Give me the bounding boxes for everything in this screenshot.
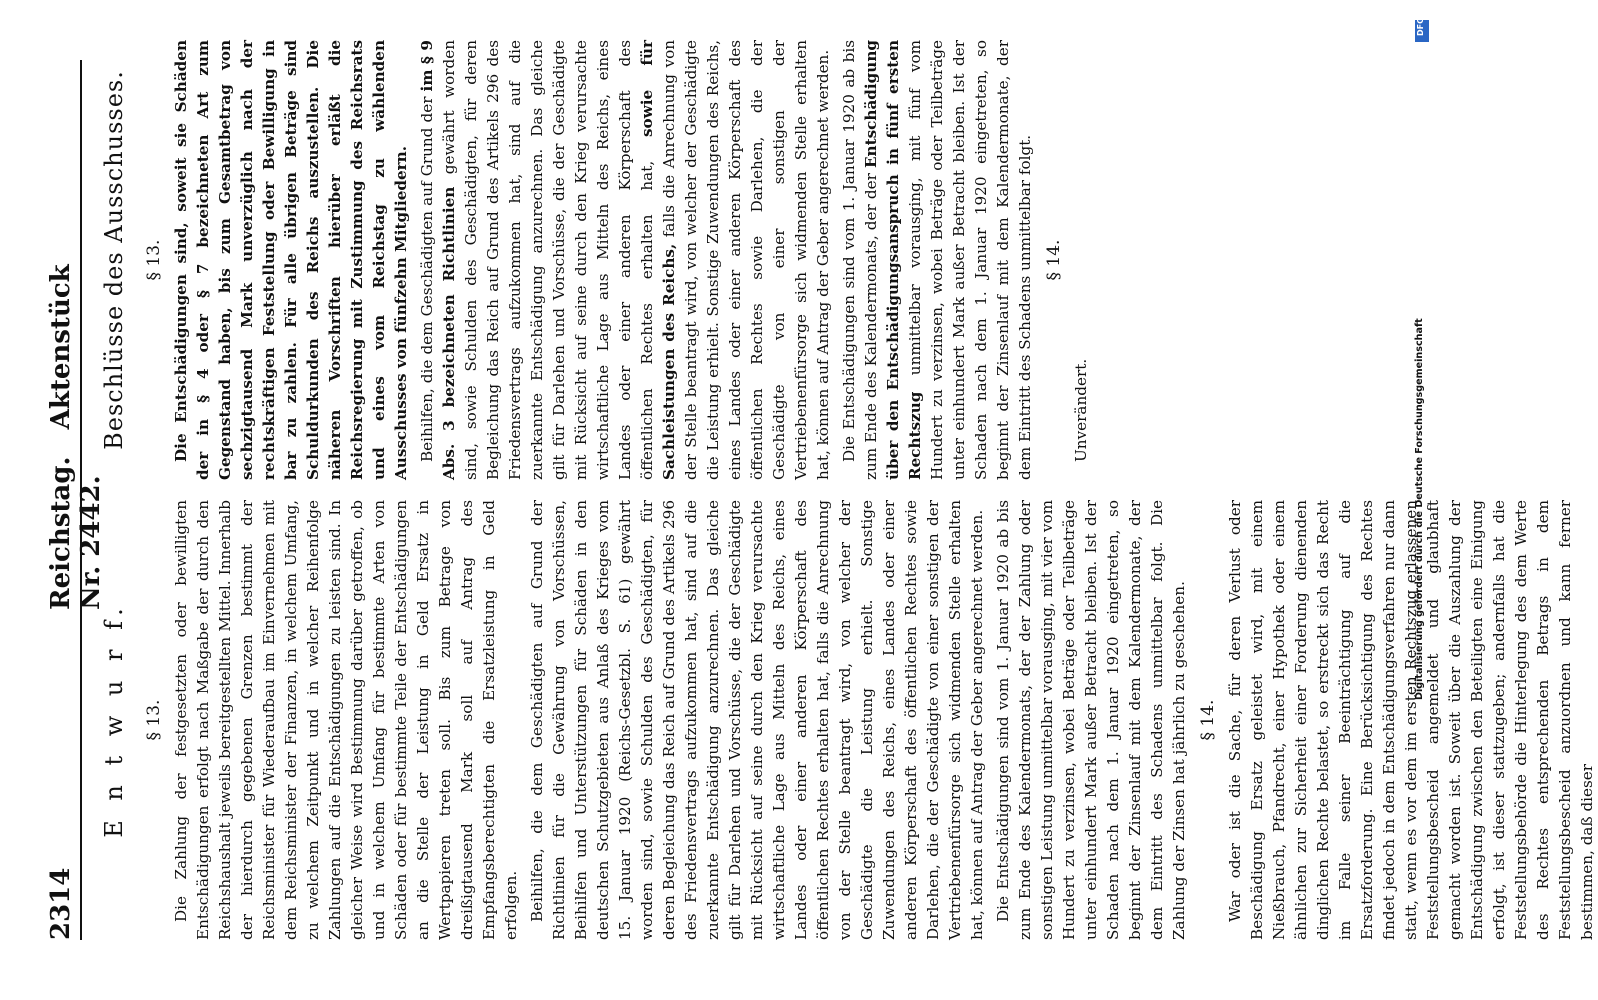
left-s13-paragraph-2: Beihilfen, die dem Geschädigten auf Grund der Richtlinien für die Gewährung von Vorschüssen, Beihilfen und Unterstützungen für Schäden in den deutschen Schutzgebieten aus Anlaß des Krieges vom 15. Januar 1920 (Reichs-Gesetzbl. S. 61) gewährt worden sind, sowie Schulden des Geschädigten, für deren Begleichung das Reich auf Grund des Artikels 296 des Friedensvertrags aufzukommen hat, sind auf die zuerkannte Entschädigung anzurechnen. Das gleiche gilt für Darlehen und Vorschüsse, die der Geschädigte mit Rücksicht auf seine durch den Krieg verursachte wirtschaftliche Lage aus Mitteln des Reichs, eines Landes oder einer anderen Körperschaft des öffentlichen Rechtes erhalten hat, falls die Anrechnung von der Stelle beantragt wird, von welcher der Geschädigte die Leistung erhielt. Sonstige Zuwendungen des Reichs, eines Landes oder einer anderen Körperschaft des öffentlichen Rechtes sowie Darlehen, die der Geschädigte von einer sonstigen der Vertriebenenfürsorge sich widmenden Stelle erhalten hat, können auf Antrag der Geber angerechnet werden. <box>528 500 986 940</box>
right-p2-part-b: im § 9 Abs. 3 bezeichneten Richtlinien <box>418 40 458 480</box>
page-number: 2314 <box>46 867 76 940</box>
draft-heading: E n t w u r f. <box>100 602 128 838</box>
page-header <box>40 60 106 940</box>
right-section-13-title: § 13. <box>144 239 164 281</box>
left-s13-paragraph-1: Die Zahlung der festgesetzten oder bewilligten Entschädigungen erfolgt nach Maßgabe der durch den Reichshaushalt jeweils bereitgestellten Mittel. Innerhalb der hierdurch gegebenen Grenzen bestimmt der Reichsminister für Wiederaufbau im Einvernehmen mit dem Reichsminister der Finanzen, in welchem Umfang, zu welchem Zeitpunkt und in welcher Reihenfolge Zahlungen auf die Entschädigungen zu leisten sind. In gleicher Weise wird Bestimmung darüber getroffen, ob und in welchem Umfang für bestimmte Arten von Schäden oder für bestimmte Teile der Entschädigungen an die Stelle der Leistung in Geld Ersatz in Wertpapieren treten soll. Bis zum Betrage von dreißigtausend Mark soll auf Antrag des Empfangsberechtigten die Ersatzleistung in Geld erfolgen. <box>172 500 520 940</box>
left-s13-paragraph-3: Die Entschädigungen sind vom 1. Januar 1920 ab bis zum Ende des Kalendermonats, der der Zahlung oder sonstigen Leistung unmittelbar vorausging, mit vier vom Hundert zu verzinsen, wobei Beträge oder Teilbeträge unter einhundert Mark außer Betracht bleiben. Ist der Schaden nach dem 1. Januar 1920 eingetreten, so beginnt der Zinsenlauf mit dem Kalendermonate, der dem Eintritt des Schadens unmittelbar folgt. Die Zahlung der Zinsen hat jährlich zu geschehen. <box>994 500 1188 940</box>
right-p3-part-c: unmittelbar vorausging, mit fünf vom Hundert zu verzinsen, wobei Beträge oder Teilbeträge unter einhundert Mark außer Betracht bleiben. Ist der Schaden nach dem 1. Januar 1920 eingetreten, so beginnt der Zinsenlauf mit dem Kalendermonate, der dem Eintritt des Schadens unmittelbar folgt. <box>906 40 1034 480</box>
right-p2-part-c: gewährt worden sind, sowie Schulden des Geschädigten, für deren Begleichung das Reich auf Grund des Artikels 296 des Friedensvertrags aufzukommen hat, sind auf die zuerkannte Entschädigung anzurechnen. Das gleiche gilt für Darlehen und Vorschüsse, die der Geschädigte mit Rücksicht auf seine durch den Krieg verursachte wirtschaftliche Lage aus Mitteln des Reichs, eines Landes oder einer anderen Körperschaft des öffentlichen Rechtes erhalten hat, <box>440 40 656 480</box>
right-s14-unchanged: Unverändert. <box>1072 358 1090 462</box>
right-p3-part-b: Entschädigung über den Entschädigungsanspruch in fünf ersten Rechtszug <box>862 40 924 480</box>
left-section-13-title: § 13. <box>144 699 164 741</box>
committee-heading: Beschlüsse des Ausschusses. <box>100 70 128 450</box>
right-p2-part-d: sowie für Sachleistungen des Reichs, <box>638 40 678 480</box>
right-column-committee <box>90 40 1090 480</box>
header-doc-ref: Aktenstück Nr. 2442. <box>46 264 106 610</box>
right-s13-paragraph-3 <box>838 40 1036 480</box>
right-p2-part-a: Beihilfen, die dem Geschädigten auf Grund der <box>418 96 436 462</box>
right-s13-paragraph-1: Die Entschädigungen sind, soweit sie Schäden der in § 4 oder § 7 bezeichneten Art zum Gegenstand haben, bis zum Gesamtbetrag von sechzigtausend Mark unverzüglich nach der rechtskräftigen Feststellung oder Bewilligung in bar zu zahlen. Für alle übrigen Beträge sind Schuldurkunden des Reichs auszustellen. Die näheren Vorschriften hierüber erläßt die Reichsregierung mit Zustimmung des Reichsrats und eines vom Reichstag zu wählenden Ausschusses von fünfzehn Mitgliedern. <box>172 40 410 480</box>
header-reichstag: Reichstag. <box>46 456 76 610</box>
right-section-14-title: § 14. <box>1044 239 1064 281</box>
left-s14-paragraph: War oder ist die Sache, für deren Verlust oder Beschädigung Ersatz geleistet wird, mit einem Nießbrauch, Pfandrecht, einer Hypothek oder einem ähnlichen zur Sicherheit einer Forderung dienenden dinglichen Rechte belastet, so erstreckt sich das Recht im Falle seiner Beeinträchtigung auf die Ersatzforderung. Eine Berücksichtigung des Rechtes findet jedoch in dem Entschädigungsverfahren nur dann statt, wenn es vor dem im ersten Rechtszug erlassenen Feststellungsbescheid angemeldet und glaubhaft gemacht worden ist. Soweit über die Auszahlung der Entschädigung zwischen den Beteiligten eine Einigung erfolgt, ist dieser stattzugeben; andernfalls hat die Feststellungsbehörde die Hinterlegung des dem Werte des Rechtes entsprechenden Betrags in dem Feststellungsbescheid anzuordnen und kann ferner bestimmen, daß dieser <box>1226 500 1596 940</box>
right-p2-part-e: falls die Anrechnung von der Stelle beantragt wird, von welcher der Geschädigte die Leistung erhielt. Sonstige Zuwendungen des Reichs, eines Landes oder einer anderen Körperschaft des öffentlichen Rechtes sowie Darlehen, die der Geschädigte von einer sonstigen der Vertriebenenfürsorge sich widmenden Stelle erhalten hat, können auf Antrag der Geber angerechnet werden. <box>660 40 832 480</box>
right-p3-part-a: Die Entschädigungen sind vom 1. Januar 1920 ab bis zum Ende des Kalendermonats, der der <box>840 40 880 480</box>
dfg-credit-strip <box>1412 10 1434 700</box>
dfg-logo: DFG <box>1415 20 1429 42</box>
right-s13-paragraph-2 <box>416 40 834 480</box>
dfg-credit-text: Digitalisierung gefördert durch die Deutsche Forschungsgemeinschaft <box>1414 318 1425 700</box>
left-section-14-title: § 14. <box>1198 699 1218 741</box>
